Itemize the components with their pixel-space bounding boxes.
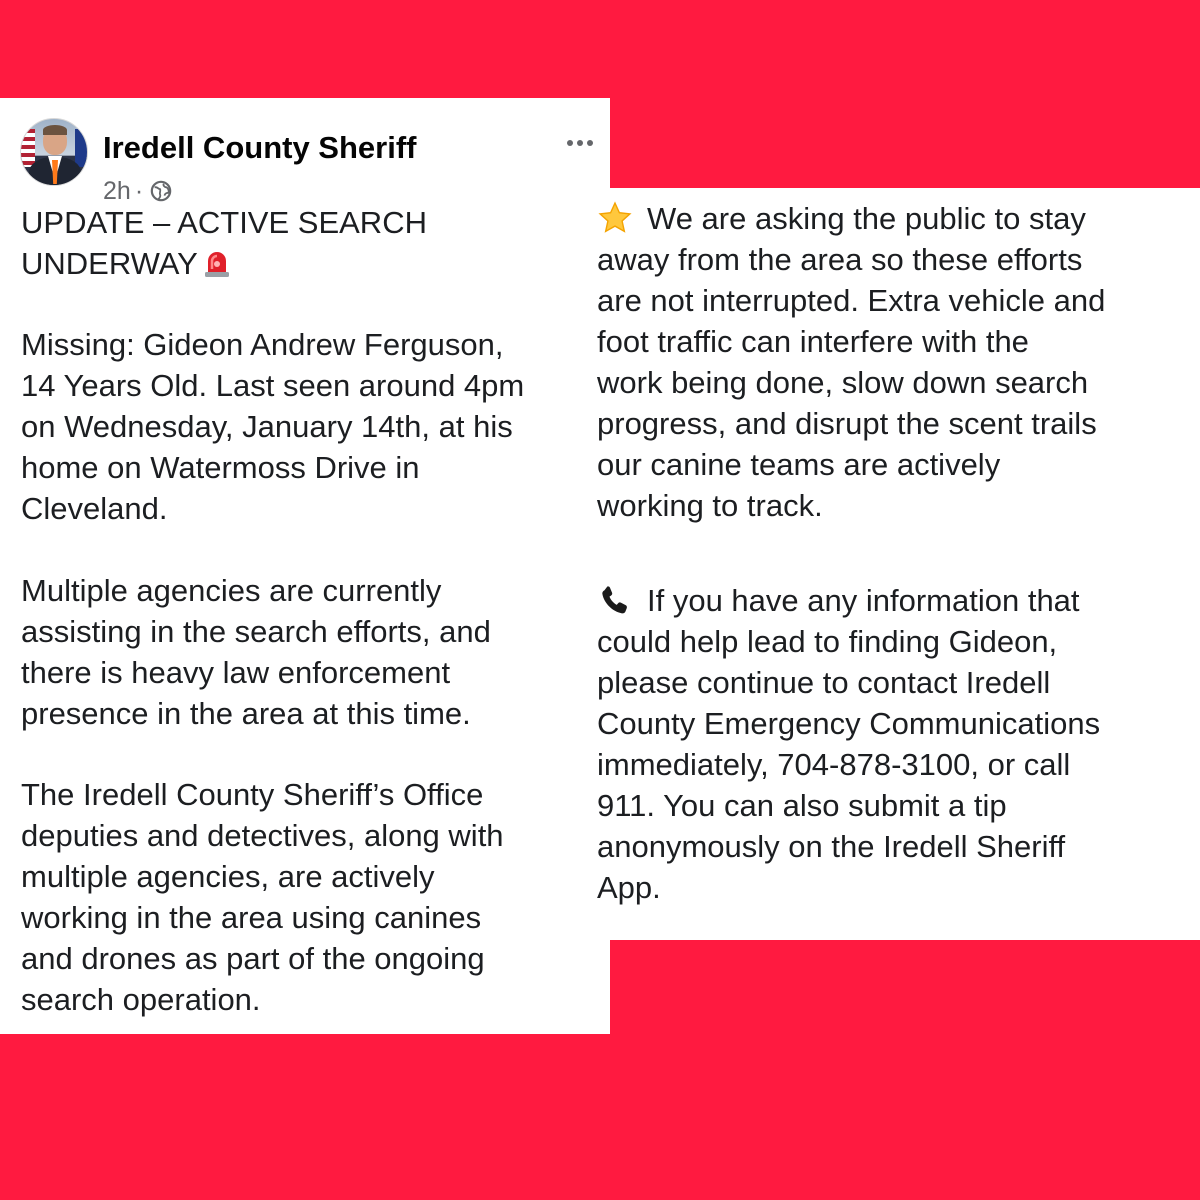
meta-separator: · xyxy=(134,176,144,205)
phone-icon xyxy=(597,583,633,617)
post-title: UPDATE – ACTIVE SEARCH UNDERWAY xyxy=(21,205,427,281)
deputies-paragraph: The Iredell County Sheriff’s Office deputies and detectives, along with multiple agencies, are actively working in the area using canines and drones as part of the ongoing search operation. xyxy=(21,777,504,1017)
flag-graphic-right xyxy=(75,129,88,167)
stay-away-paragraph xyxy=(597,198,1192,526)
flag-graphic xyxy=(21,129,35,167)
post-timestamp[interactable]: 2h xyxy=(103,176,131,205)
star-icon xyxy=(597,201,633,235)
post-header xyxy=(20,118,595,205)
post-title-block xyxy=(21,202,586,284)
contact-text: If you have any information that could help lead to finding Gideon, please continue to contact Iredell County Emergency Communications immediately, 704-878-3100, or call 911. You can also submit a tip anonymously on the Iredell Sheriff App. xyxy=(597,583,1101,905)
more-options-icon[interactable] xyxy=(560,128,600,158)
avatar[interactable] xyxy=(20,118,88,186)
author-name[interactable]: Iredell County Sheriff xyxy=(103,130,417,165)
avatar-hair xyxy=(43,125,67,135)
missing-paragraph: Missing: Gideon Andrew Ferguson, 14 Years Old. Last seen around 4pm on Wednesday, January 14th, at his home on Watermoss Drive in Cleveland. xyxy=(21,327,525,526)
siren-icon xyxy=(202,247,232,279)
stay-away-text: We are asking the public to stay away from the area so these efforts are not interrupted. Extra vehicle and foot traffic can interfere with the work being done, slow down search progress, and disrupt the scent trails our canine teams are actively working to track. xyxy=(597,201,1106,523)
contact-paragraph xyxy=(597,580,1192,908)
agencies-paragraph: Multiple agencies are currently assisting in the search efforts, and there is heavy law enforcement presence in the area at this time. xyxy=(21,573,491,731)
globe-icon[interactable] xyxy=(150,180,172,202)
